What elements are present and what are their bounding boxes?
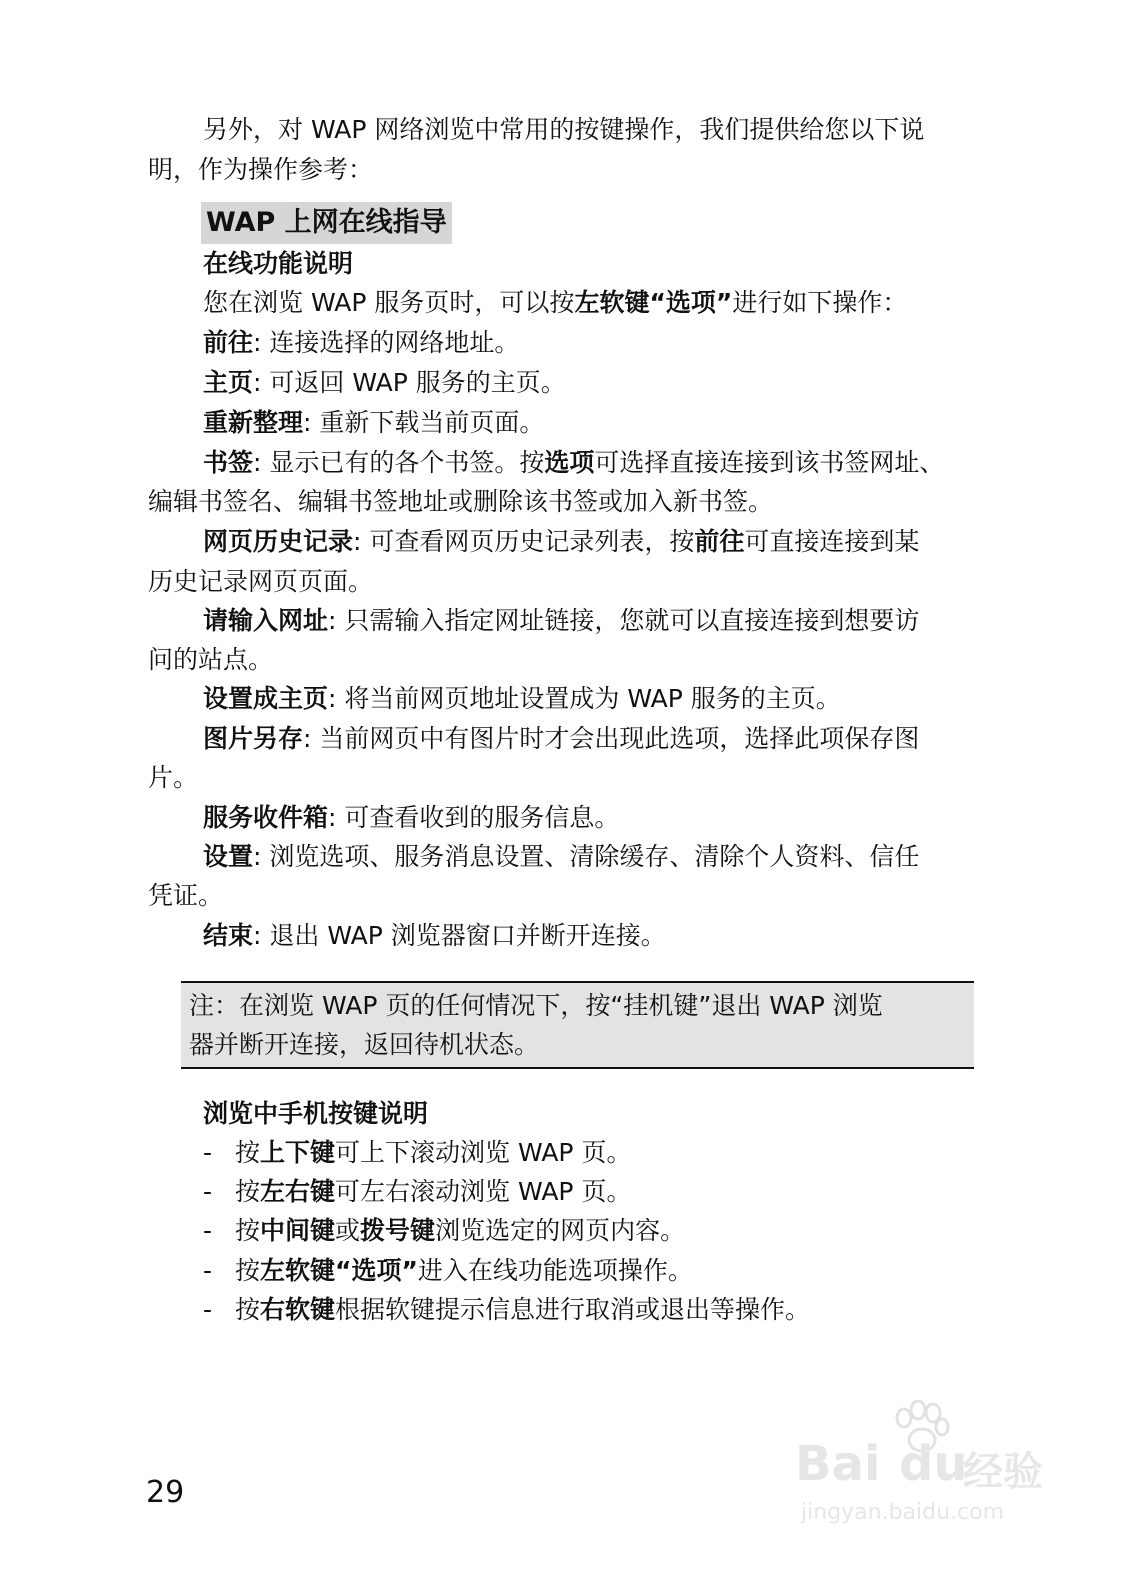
list-item [203, 1290, 810, 1330]
item-text: 或 [335, 1216, 361, 1245]
function-term: 图片另存 [203, 724, 304, 753]
note-line-2: 器并断开连接，返回待机状态。 [189, 1030, 540, 1059]
function-desc: : 连接选择的网络地址。 [253, 328, 520, 357]
list-item [203, 1133, 631, 1173]
function-term: 请输入网址 [203, 606, 329, 635]
item-key: 上下键 [260, 1138, 336, 1167]
bullet-dash: - [203, 1256, 213, 1285]
function-settings [203, 837, 1063, 877]
function-term: 主页 [203, 368, 254, 397]
baidu-watermark [795, 1400, 1055, 1530]
function-term: 结束 [203, 921, 254, 950]
function-desc: 可直接连接到某 [744, 527, 920, 556]
browse-intro-key: 左软键“选项” [574, 288, 733, 317]
function-key: 前往 [694, 527, 745, 556]
function-term: 设置 [203, 842, 254, 871]
item-text: 按 [235, 1138, 261, 1167]
item-text: 按 [235, 1256, 261, 1285]
function-enter-url-cont: 问的站点。 [148, 645, 274, 674]
function-term: 服务收件箱 [203, 803, 329, 832]
page-number: 29 [146, 1475, 185, 1510]
browse-intro-suffix: 进行如下操作： [732, 288, 908, 317]
item-text: 进入在线功能选项操作。 [417, 1256, 693, 1285]
item-text: 可左右滚动浏览 WAP 页。 [335, 1177, 632, 1206]
function-desc: : 浏览选项、服务消息设置、清除缓存、清除个人资料、信任 [253, 842, 920, 871]
subsection-title: 在线功能说明 [203, 249, 354, 278]
item-text: 根据软键提示信息进行取消或退出等操作。 [335, 1295, 811, 1324]
function-enter-url [203, 601, 1063, 641]
note-box [181, 981, 974, 1069]
item-key: 左右键 [260, 1177, 336, 1206]
function-desc: : 退出 WAP 浏览器窗口并断开连接。 [253, 921, 666, 950]
function-exit [203, 916, 1063, 956]
function-desc: 可选择直接连接到该书签网址、 [594, 448, 945, 477]
bullet-dash: - [203, 1216, 213, 1245]
item-text: 可上下滚动浏览 WAP 页。 [335, 1138, 632, 1167]
item-key: 拨号键 [360, 1216, 436, 1245]
intro-line-2: 明，作为操作参考： [148, 155, 374, 184]
function-desc: : 可查看网页历史记录列表，按 [353, 527, 695, 556]
function-desc: : 只需输入指定网址链接，您就可以直接连接到想要访 [328, 606, 920, 635]
list-item [203, 1251, 693, 1291]
function-term: 设置成主页 [203, 684, 329, 713]
item-text: 按 [235, 1295, 261, 1324]
item-key: 中间键 [260, 1216, 336, 1245]
intro-line-1: 另外，对 WAP 网络浏览中常用的按键操作，我们提供给您以下说 [203, 115, 925, 144]
function-desc: : 可查看收到的服务信息。 [328, 803, 620, 832]
function-desc: : 当前网页中有图片时才会出现此选项，选择此项保存图 [303, 724, 920, 753]
function-desc: : 可返回 WAP 服务的主页。 [253, 368, 566, 397]
function-term: 前往 [203, 328, 254, 357]
note-line-1: 注：在浏览 WAP 页的任何情况下，按“挂机键”退出 WAP 浏览 [189, 991, 883, 1020]
browse-intro [203, 283, 1063, 323]
function-save-image [203, 719, 1063, 759]
function-bookmarks [203, 443, 1063, 483]
browse-intro-prefix: 您在浏览 WAP 服务页时，可以按 [203, 288, 575, 317]
function-inbox [203, 798, 1063, 838]
list-item [203, 1172, 631, 1212]
function-home [203, 363, 1063, 403]
item-text: 按 [235, 1216, 261, 1245]
watermark-brand-2: du [899, 1436, 968, 1492]
item-key: 右软键 [260, 1295, 336, 1324]
function-key: 选项 [544, 448, 595, 477]
function-desc: : 重新下载当前页面。 [303, 408, 545, 437]
item-key: 左软键“选项” [260, 1256, 418, 1285]
section-title: WAP 上网在线指导 [201, 202, 452, 244]
function-history [203, 522, 1063, 562]
watermark-brand: Bai [795, 1436, 881, 1492]
function-save-image-cont: 片。 [148, 763, 199, 792]
bullet-dash: - [203, 1295, 213, 1324]
function-reload [203, 403, 1063, 443]
function-desc: : 将当前网页地址设置成为 WAP 服务的主页。 [328, 684, 841, 713]
function-goto [203, 323, 1063, 363]
function-term: 重新整理 [203, 408, 304, 437]
bullet-dash: - [203, 1138, 213, 1167]
function-set-home [203, 679, 1063, 719]
bullet-dash: - [203, 1177, 213, 1206]
function-bookmarks-cont: 编辑书签名、编辑书签地址或删除该书签或加入新书签。 [148, 487, 774, 516]
function-term: 书签 [203, 448, 254, 477]
function-history-cont: 历史记录网页页面。 [148, 567, 374, 596]
watermark-brand-cn: 经验 [963, 1449, 1043, 1495]
list-item [203, 1211, 685, 1251]
function-desc: : 显示已有的各个书签。按 [253, 448, 545, 477]
item-text: 按 [235, 1177, 261, 1206]
watermark-url: jingyan.baidu.com [801, 1500, 1005, 1525]
function-settings-cont: 凭证。 [148, 881, 224, 910]
function-term: 网页历史记录 [203, 527, 354, 556]
item-text: 浏览选定的网页内容。 [435, 1216, 686, 1245]
keys-title: 浏览中手机按键说明 [203, 1099, 429, 1128]
